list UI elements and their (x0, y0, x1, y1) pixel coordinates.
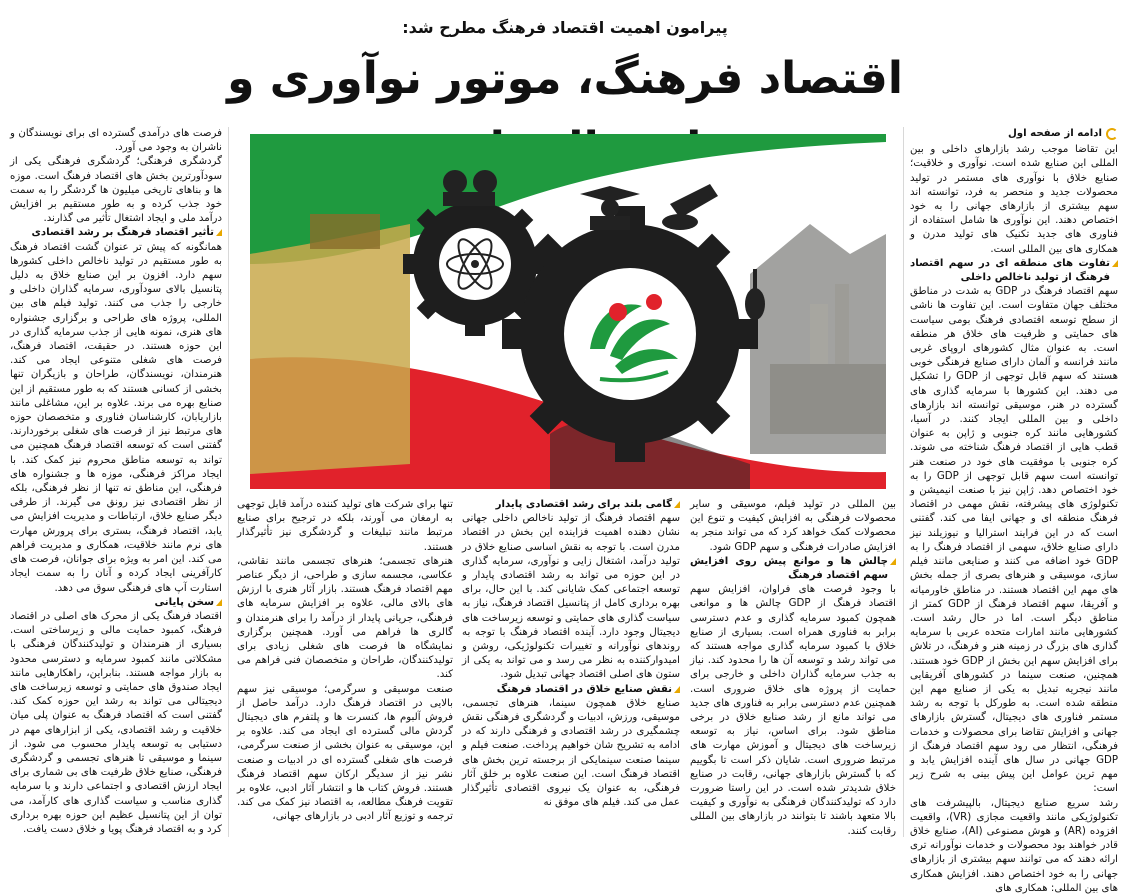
continuation-note (910, 127, 1118, 141)
column-divider (228, 127, 229, 837)
paragraph: اقتصاد فرهنگ یکی از محرک های اصلی در اقتصاد فرهنگ، کمبود حمایت مالی و زیرساختی است. بسیاری از هنرمندان و تولیدکنندگان فرهنگی با مشکلاتی مانند کمبود سرمایه و دسترسی محدود به بازار مواجه هستند. بنابراین، راهکارهایی مانند ایجاد صندوق های حمایتی و توسعه زیرساخت های دیجیتالی می تواند به رشد این حوزه کمک کند. گفتنی است که اقتصاد فرهنگ به عنوان پلی میان خلاقیت و رشد اقتصادی، یکی از ابزارهای مهم در دستیابی به توسعه پایدار محسوب می شود. از سینما و موسیقی تا هنرهای تجسمی و گردشگری فرهنگی، صنایع خلاق ظرفیت های بی شماری برای ایجاد ارزش اقتصادی و اجتماعی دارند و با سرمایه گذاری مناسب و سیاست گذاری های کارآمد، می توان از این پتانسیل عظیم این حوزه بهره برداری کرد و به اقتصاد فرهنگ پویا و خلاق دست یافت. (10, 610, 222, 835)
paragraph: رشد سریع صنایع دیجیتال، بالپیشرفت های تکنولوژیکی مانند واقعیت مجازی (VR)، واقعیت افزوده (AR) و هوش مصنوعی (AI)، صنایع خلاق قادر خواهند بود محصولات و خدمات نوآورانه تری ارائه دهند که می توانند سهم بیشتری از بازارهای جهانی را به خود اختصاص دهند. افزایش همکاری های بین المللی: همکاری های (910, 797, 1119, 894)
bullet-triangle-icon (216, 229, 222, 236)
emblem-gear-icon (502, 206, 758, 462)
paragraph: همانگونه که پیش تر عنوان گشت اقتصاد فرهنگ به طور مستقیم در تولید ناخالص داخلی کشورها سهم دارد. افزون بر این صنایع خلاق به دلیل پتانسیل بالای سودآوری، سرمایه گذاران داخلی و خارجی را جذب می کنند. تولید فیلم های بین المللی، پروژه های طراحی و برگزاری جشنواره های هنری، نمونه هایی از جذب سرمایه گذاری در این حوزه هستند. در حقیقت، اقتصاد فرهنگ، فرصت های شغلی متنوعی ایجاد می کند. هنرمندان، نویسندگان، طراحان و بازیگران تنها بخشی از کسانی هستند که به طور مستقیم از این صنایع بهره می برند. علاوه بر این، مشاغلی مانند بازاریابان، کارشناسان فناوری و متخصصان حوزه های مرتبط نیز از فرصت های شغلی برخوردارند. گفتنی است که توسعه اقتصاد فرهنگ همچنین می تواند به توسعه مناطق محروم نیز کمک کند. با ایجاد مراکز فرهنگی، موزه ها و جشنواره های فرهنگی، این مناطق نه تنها از نظر فرهنگی، بلکه از نظر اقتصادی نیز رونق می گیرند. از طرفی دیگر صنایع خلاق، ارتباطات و مدیریت افزایش می یابد، اقتصاد فرهنگ، بستری برای پرورش مهارت های نرم مانند خلاقیت، همکاری و مدیریت فراهم می کند. این امر به ویژه برای جوانان، فرصت های کارآفرینی ایجاد کرده و آنان را به سمت ایجاد استارت آپ های فرهنگی سوق می دهد. (10, 241, 222, 594)
subheading: چالش ها و موانع پیش روی افزایش سهم اقتصاد فرهنگ (690, 555, 896, 583)
paragraph: صنایع خلاق همچون سینما، هنرهای تجسمی، موسیقی، ورزش، ادبیات و گردشگری فرهنگی نقش چشمگیری در رشد اقتصادی و فرهنگی دارند که در ادامه به تشریح شان خواهیم پرداخت. صنعت فیلم و سینما صنعت سینمایکی از برجسته ترین بخش های اقتصاد فرهنگ است. این صنعت علاوه بر خلق آثار فرهنگی، به عنوان یک نیروی اقتصادی تأثیرگذار عمل می کند. فیلم های موفق نه (462, 697, 680, 809)
subheading: گامی بلند برای رشد اقتصادی پایدار (462, 498, 680, 512)
bullet-triangle-icon (674, 686, 680, 693)
wheat-field (250, 224, 410, 474)
column-far-left (10, 127, 222, 837)
paragraph: بین المللی در تولید فیلم، موسیقی و سایر محصولات فرهنگی به افزایش کیفیت و تنوع این محصولات کمک خواهد کرد که می تواند منجر به افزایش صادرات فرهنگی و سهم GDP شود. (690, 499, 896, 553)
column-mid-left (462, 498, 680, 837)
paragraph: با وجود فرصت های فراوان، افزایش سهم اقتصاد فرهنگ از GDP چالش ها و موانعی همچون کمبود سرمایه گذاری و عدم دسترسی برابر به فناوری همراه است. بسیاری از صنایع خلاق با کمبود سرمایه گذاری مواجه هستند که می تواند رشد و توسعه آن ها را محدود کند. نیاز به جذب سرمایه گذاران داخلی و خارجی برای حمایت از پروژه های خلاق ضروری است. همچنین عدم دسترسی برابر به فناوری های جدید می تواند مانع از رشد صنایع خلاق در برخی مناطق شود. برای اساس، نیاز به توسعه زیرساخت های دیجیتال و آموزش مهارت های مرتبط ضروری است. شایان ذکر است تا بگوییم که با گسترش بازارهای جهانی، رقابت در صنایع خلاق شدیدتر شده است. در این راستا ضرورت دارد که تولیدکنندگان فرهنگی به نوآوری و کیفیت بالا متعهد باشند تا بتوانند در بازارهای بین المللی رقابت کنند. (690, 584, 896, 837)
kicker: پیرامون اهمیت اقتصاد فرهنگ مطرح شد: (402, 18, 728, 37)
illustration (250, 134, 886, 489)
headline: اقتصاد فرهنگ، موتور نوآوری و (227, 53, 903, 104)
continuation-label: ادامه از صفحه اول (1007, 128, 1102, 139)
bullet-triangle-icon (1112, 260, 1118, 267)
subheading: تأثیر اقتصاد فرهنگ بر رشد اقتصادی (10, 226, 222, 240)
paragraph: سهم اقتصاد فرهنگ از تولید ناخالص داخلی جهانی نشان دهنده اهمیت فزاینده این بخش در اقتصاد مدرن است. با توجه به نقش اساسی صنایع خلاق در تولید درآمد، اشتغال زایی و نوآوری، سرمایه گذاری در این حوزه می تواند به رشد اقتصادی پایدار و توسعه اجتماعی کمک شایانی کند. با این حال، برای بهره برداری کامل از پتانسیل اقتصاد فرهنگ، نیاز به سیاست گذاری های حمایتی و توسعه زیرساخت های دیجیتال وجود دارد. آینده اقتصاد فرهنگ با توجه به روندهای نوآورانه و تغییرات تکنولوژیکی، روشن و امیدوارکننده به نظر می رسد و می تواند به یکی از ستون های اصلی اقتصاد جهانی تبدیل شود. (462, 513, 680, 681)
continuation-icon (1106, 128, 1118, 140)
column-mid-right (690, 498, 896, 837)
bullet-triangle-icon (674, 501, 680, 508)
bullet-triangle-icon (890, 558, 896, 565)
paragraph: صنعت موسیقی و سرگرمی؛ موسیقی نیز سهم بالایی در اقتصاد فرهنگ دارد. درآمد حاصل از فروش آلبوم ها، کنسرت ها و پلتفرم های دیجیتال گردش مالی گسترده ای ایجاد می کند. علاوه بر این، موسیقی به عنوان بخشی از صنعت سرگرمی، فرصت های شغلی گسترده ای در ادبیات و صنعت نشر نیز از سدیگر ارکان سهم اقتصاد فرهنگ هستند. فروش کتاب ها و انتشار آثار ادبی، علاوه بر تقویت فرهنگ مطالعه، به اقتصاد نیز کمک می کند. ترجمه و توزیع آثار ادبی در بازارهای جهانی، (237, 683, 453, 823)
subheading: تفاوت های منطقه ای در سهم اقتصاد فرهنگ از تولید ناخالص داخلی (910, 257, 1118, 285)
paragraph: گردشگری فرهنگی؛ گردشگری فرهنگی یکی از سودآورترین بخش های اقتصاد فرهنگ است. موزه ها و بناهای تاریخی میلیون ها گردشگر را به سمت خود جذب کرده و به طور مستقیم بر افزایش درآمد ملی و ایجاد اشتغال تأثیر می گذارند. (10, 156, 222, 225)
paragraph: فرصت های درآمدی گسترده ای برای نویسندگان و ناشران به وجود می آورد. (10, 128, 222, 154)
column-right (910, 127, 1119, 894)
factory-building (770, 364, 886, 434)
column-divider (903, 127, 904, 837)
subheading: نقش صنایع خلاق در اقتصاد فرهنگ (462, 683, 680, 697)
paragraph: هنرهای تجسمی؛ هنرهای تجسمی مانند نقاشی، عکاسی، مجسمه سازی و طراحی، از دیگر عناصر مهم اقتصاد فرهنگ هستند. بازار آثار هنری با ارزش های بالای مالی، علاوه بر افزایش سرمایه های فرهنگی، جریانی پایدار از درآمد را برای هنرمندان و گالری ها فراهم می آورد. همچنین برگزاری نمایشگاه ها فرصت های شغلی زیادی برای تولیدکنندگان، طراحان و متخصصان فنی فراهم می کند. (237, 555, 453, 681)
paragraph: سهم اقتصاد فرهنگ در GDP به شدت در مناطق مختلف جهان متفاوت است. این تفاوت ها ناشی از سطح توسعه اقتصادی فرهنگ بومی سیاست های حمایتی و ظرفیت های خلاق هر منطقه است. به عنوان مثال کشورهای اروپای غربی مانند فرانسه و آلمان دارای صنایع فرهنگی خوبی هستند که سهم قابل توجهی از GDP را تشکیل می دهند. این کشورها با سرمایه گذاری های گسترده در هنر، موسیقی توانسته اند بازارهای داخلی و بین المللی ایجاد کنند. در آسیا، کشورهایی مانند کره جنوبی و ژاپن به عنوان قطب هایی از اقتصاد فرهنگ شناخته می شوند. کره جنوبی با موفقیت های خود در صنعت هنر توانسته است سهم قابل توجهی از GDP را به خود اختصاص دهد. ژاپن نیز با صنعت انیمیشن و تکنولوژی های پیشرفته، نقش مهمی در اقتصاد فرهنگ منطقه ای و جهانی ایفا می کند. گفتنی است که در این فرایند استرالیا و نیوزیلند نیز دارای صنایع خلاق، سهمی از اقتصاد فرهنگ را به GDP خود اضافه می کنند و صنایعی مانند فیلم سازی، موسیقی و هنرهای بصری از جمله بخش های مهم این اقتصاد هستند. در مناطق خاورمیانه و آفریقا، سهم اقتصاد فرهنگ از GDP کمتر از مناطق دیگر است. اما در حال رشد است. کشورهایی مانند امارات متحده عربی با سرمایه گذاری های بزرگ در زمینه هنر و فرهنگ، در تلاش برای افزایش سهم این بخش از GDP خود هستند. همچنین، صنعت سینما در کشورهای آفریقایی مانند نیجریه تبدیل به یکی از صنایع مهم این منطقه شده است. به طورکل با توجه به رشد مستمر فناوری های دیجیتال، گسترش بازارهای جهانی و افزایش تقاضا برای محصولات و خدمات فرهنگی، انتظار می رود سهم اقتصاد فرهنگ از GDP جهانی در سال های آینده افزایش یابد و مهم ترین عوامل این پیش بینی به شرح زیر است: (910, 286, 1118, 795)
bullet-triangle-icon (216, 599, 222, 606)
subheading: سخن پایانی (10, 596, 222, 610)
paragraph: تنها برای شرکت های تولید کننده درآمد قابل توجهی به ارمغان می آورند، بلکه در ترجیح برای صنایع مرتبط مانند تبلیغات و گردشگری نیز تأثیرگذار هستند. (237, 499, 453, 553)
paragraph: این تقاضا موجب رشد بازارهای داخلی و بین المللی این صنایع شده است. نوآوری و خلاقیت؛ صنایع خلاق با نوآوری های مستمر در تولید محصولات جدید و منحصر به فرد، توانسته اند سهم بیشتری از بازارهای جهانی را به خود اختصاص دهند. این نوآوری ها شامل استفاده از فناوری های جدید تکنیک های تولید مدرن و همکاری های بین المللی است. (910, 144, 1118, 255)
harvester (310, 214, 380, 249)
column-left (237, 498, 453, 837)
